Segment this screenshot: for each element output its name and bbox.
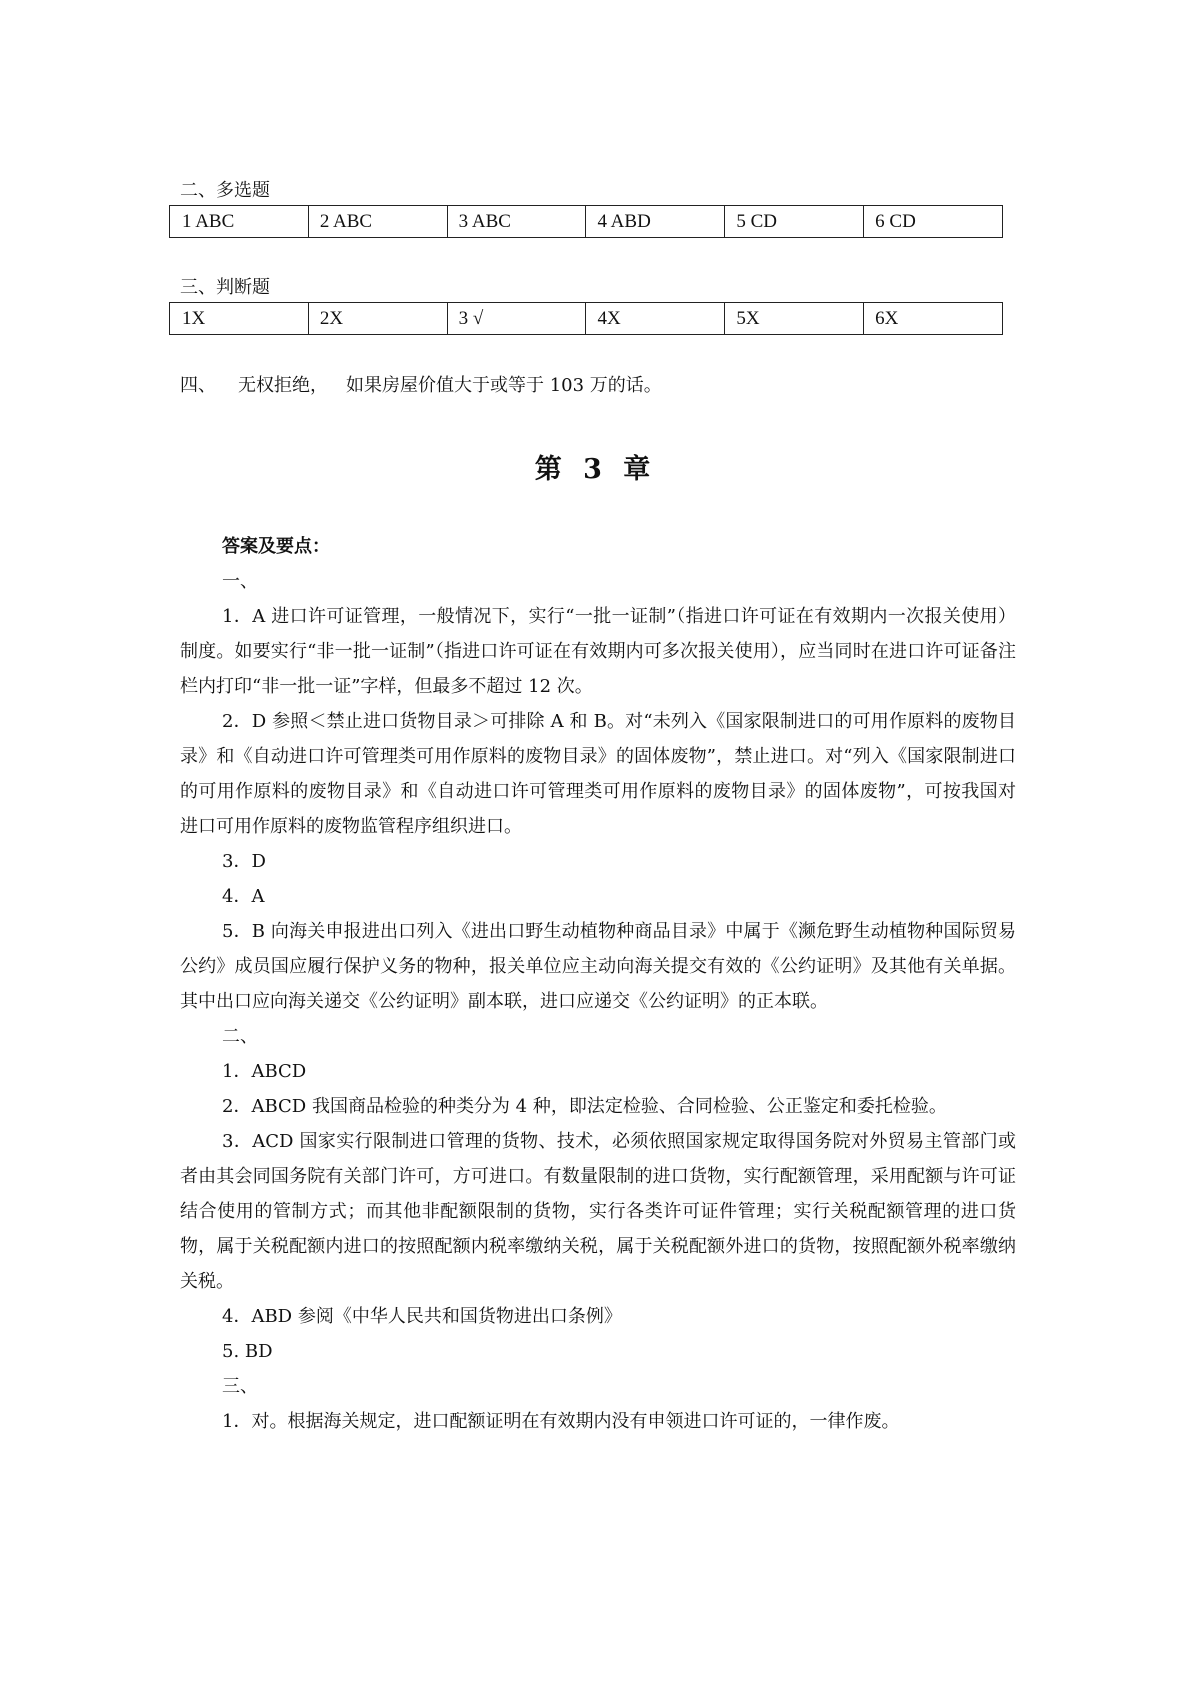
part-one-marker: 一、 [222, 571, 258, 592]
table-row [170, 303, 1003, 335]
section-four-part1: 无权拒绝， [238, 375, 328, 396]
answer-paragraph: 2．D 参照＜禁止进口货物目录＞可排除 A 和 B。对“未列入《国家限制进口的可用作原料的废物目录》和《自动进口许可管理类可用作原料的废物目录》的固体废物”，禁止进口。对“列入《国家限制进口的可用作原料的废物目录》和《自动进口许可管理类可用作原料的废物目录》的固体废物”，可按我国对进口可用作原料的废物监管程序组织进口。 [180, 711, 1016, 837]
part-three-marker: 三、 [222, 1376, 258, 1397]
section-three-title: 三、判断题 [180, 277, 270, 298]
answer-cell: 1X [170, 303, 309, 335]
table-row [170, 206, 1003, 238]
true-false-answer-table [169, 302, 1003, 335]
part-two-marker: 二、 [222, 1026, 258, 1047]
answer-cell: 1 ABC [170, 206, 309, 238]
answer-paragraph: 5. BD [222, 1341, 273, 1362]
answer-cell: 4 ABD [586, 206, 725, 238]
section-four-answer [180, 373, 662, 399]
answer-cell: 4X [586, 303, 725, 335]
answer-cell: 2X [308, 303, 447, 335]
answer-paragraph: 2．ABCD 我国商品检验的种类分为 4 种，即法定检验、合同检验、公正鉴定和委托检验。 [222, 1096, 947, 1117]
section-four-part2: 如果房屋价值大于或等于 103 万的话。 [346, 375, 662, 396]
section-four-marker: 四、 [180, 375, 216, 396]
answer-paragraph: 1．A 进口许可证管理，一般情况下，实行“一批一证制”（指进口许可证在有效期内一次报关使用）制度。如要实行“非一批一证制”（指进口许可证在有效期内可多次报关使用），应当同时在进口许可证备注栏内打印“非一批一证”字样，但最多不超过 12 次。 [180, 606, 1016, 697]
answer-cell: 3 √ [447, 303, 586, 335]
answer-paragraph: 4．ABD 参阅《中华人民共和国货物进出口条例》 [222, 1306, 622, 1327]
answer-paragraph: 5．B 向海关申报进出口列入《进出口野生动植物种商品目录》中属于《濒危野生动植物种国际贸易公约》成员国应履行保护义务的物种，报关单位应主动向海关提交有效的《公约证明》及其他有关单据。其中出口应向海关递交《公约证明》副本联，进口应递交《公约证明》的正本联。 [180, 921, 1016, 1012]
section-two-title: 二、多选题 [180, 180, 270, 201]
answer-cell: 5X [725, 303, 864, 335]
answer-cell: 3 ABC [447, 206, 586, 238]
answer-cell: 6 CD [864, 206, 1003, 238]
answer-paragraph: 4．A [222, 886, 265, 907]
answers-body [180, 529, 1016, 1439]
answer-paragraph: 3．ACD 国家实行限制进口管理的货物、技术，必须依照国家规定取得国务院对外贸易主管部门或者由其会同国务院有关部门许可，方可进口。有数量限制的进口货物，实行配额管理，采用配额与许可证结合使用的管制方式；而其他非配额限制的货物，实行各类许可证件管理；实行关税配额管理的进口货物，属于关税配额内进口的按照配额内税率缴纳关税，属于关税配额外进口的货物，按照配额外税率缴纳关税。 [180, 1131, 1016, 1292]
answer-paragraph: 1．对。根据海关规定，进口配额证明在有效期内没有申领进口许可证的，一律作废。 [222, 1411, 900, 1432]
answer-cell: 5 CD [725, 206, 864, 238]
answer-paragraph: 1．ABCD [222, 1061, 307, 1082]
chapter-title: 第 3 章 [534, 454, 657, 485]
answer-paragraph: 3．D [222, 851, 266, 872]
answers-heading: 答案及要点： [222, 536, 330, 557]
multiple-choice-answer-table [169, 205, 1003, 238]
answer-cell: 2 ABC [308, 206, 447, 238]
answer-cell: 6X [864, 303, 1003, 335]
